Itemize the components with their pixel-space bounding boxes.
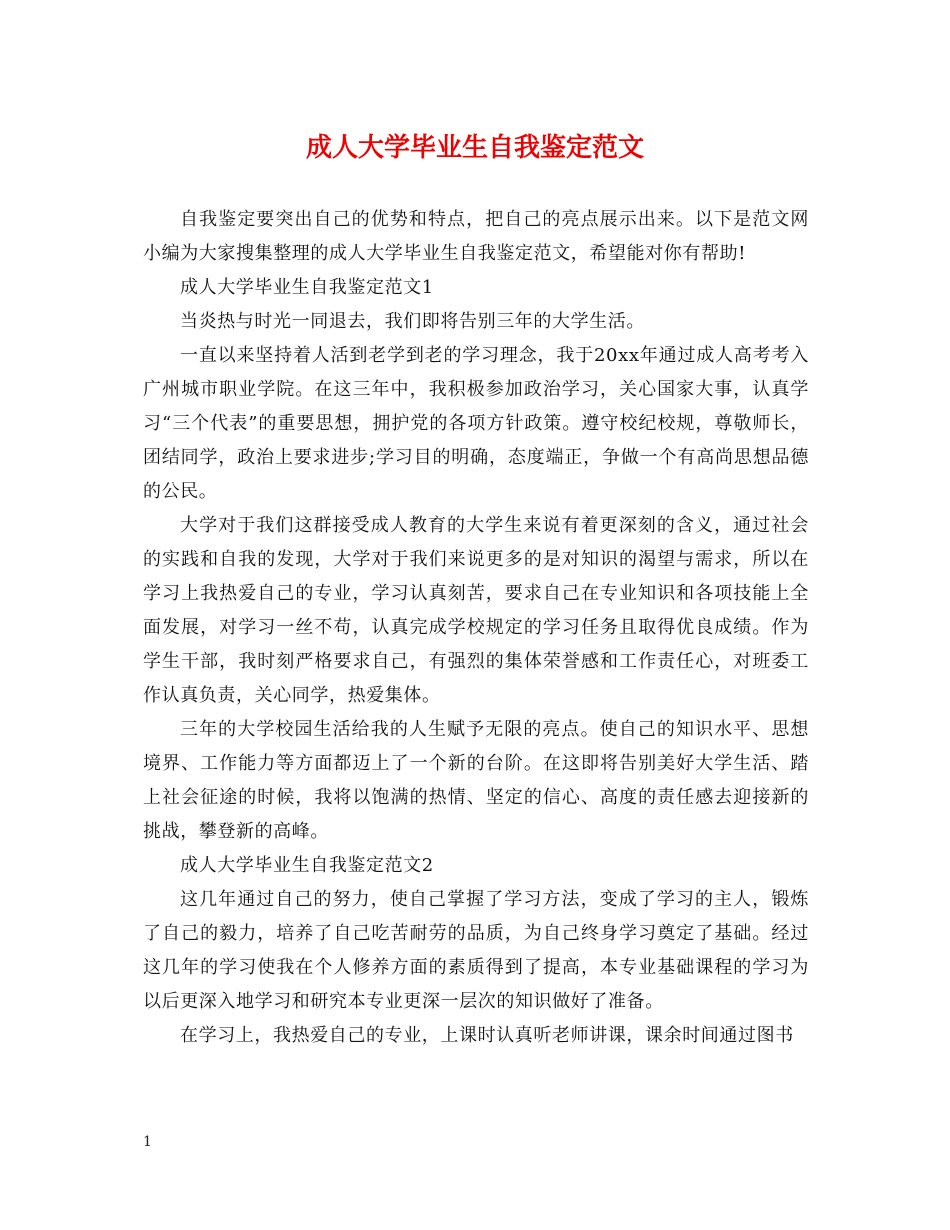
paragraph: 三年的大学校园生活给我的人生赋予无限的亮点。使自己的知识水平、思想境界、工作能力等方面都迈上了一个新的台阶。在这即将告别美好大学生活、踏上社会征途的时候，我将以饱满的热情、坚定的信心、高度的责任感去迎接新的挑战，攀登新的高峰。 [143,719,809,842]
section-heading-2: 成人大学毕业生自我鉴定范文2 [180,855,434,876]
paragraph: 在学习上，我热爱自己的专业，上课时认真听老师讲课，课余时间通过图书 [180,1025,794,1046]
paragraph: 这几年通过自己的努力，使自己掌握了学习方法，变成了学习的主人，锻炼了自己的毅力，培养了自己吃苦耐劳的品质，为自己终身学习奠定了基础。经过这几年的学习使我在个人修养方面的素质得到了提高，本专业基础课程的学习为以后更深入地学习和研究本专业更深一层次的知识做好了准备。 [143,889,809,1012]
page-title: 成人大学毕业生自我鉴定范文 [305,133,644,163]
document-body [143,203,809,1053]
paragraph: 大学对于我们这群接受成人教育的大学生来说有着更深刻的含义，通过社会的实践和自我的发现，大学对于我们来说更多的是对知识的渴望与需求，所以在学习上我热爱自己的专业，学习认真刻苦，要求自己在专业知识和各项技能上全面发展，对学习一丝不苟，认真完成学校规定的学习任务且取得优良成绩。作为学生干部，我时刻严格要求自己，有强烈的集体荣誉感和工作责任心，对班委工作认真负责，关心同学，热爱集体。 [143,515,809,706]
paragraph-intro: 自我鉴定要突出自己的优势和特点，把自己的亮点展示出来。以下是范文网小编为大家搜集整理的成人大学毕业生自我鉴定范文，希望能对你有帮助! [143,209,809,264]
paragraph: 当炎热与时光一同退去，我们即将告别三年的大学生活。 [180,311,645,332]
paragraph: 一直以来坚持着人活到老学到老的学习理念，我于20xx年通过成人高考考入广州城市职业学院。在这三年中，我积极参加政治学习，关心国家大事，认真学习“三个代表”的重要思想，拥护党的各项方针政策。遵守校纪校规，尊敬师长，团结同学，政治上要求进步;学习目的明确，态度端正，争做一个有高尚思想品德的公民。 [143,345,809,502]
page-number: 1 [143,1134,152,1150]
section-heading-1: 成人大学毕业生自我鉴定范文1 [180,277,434,298]
